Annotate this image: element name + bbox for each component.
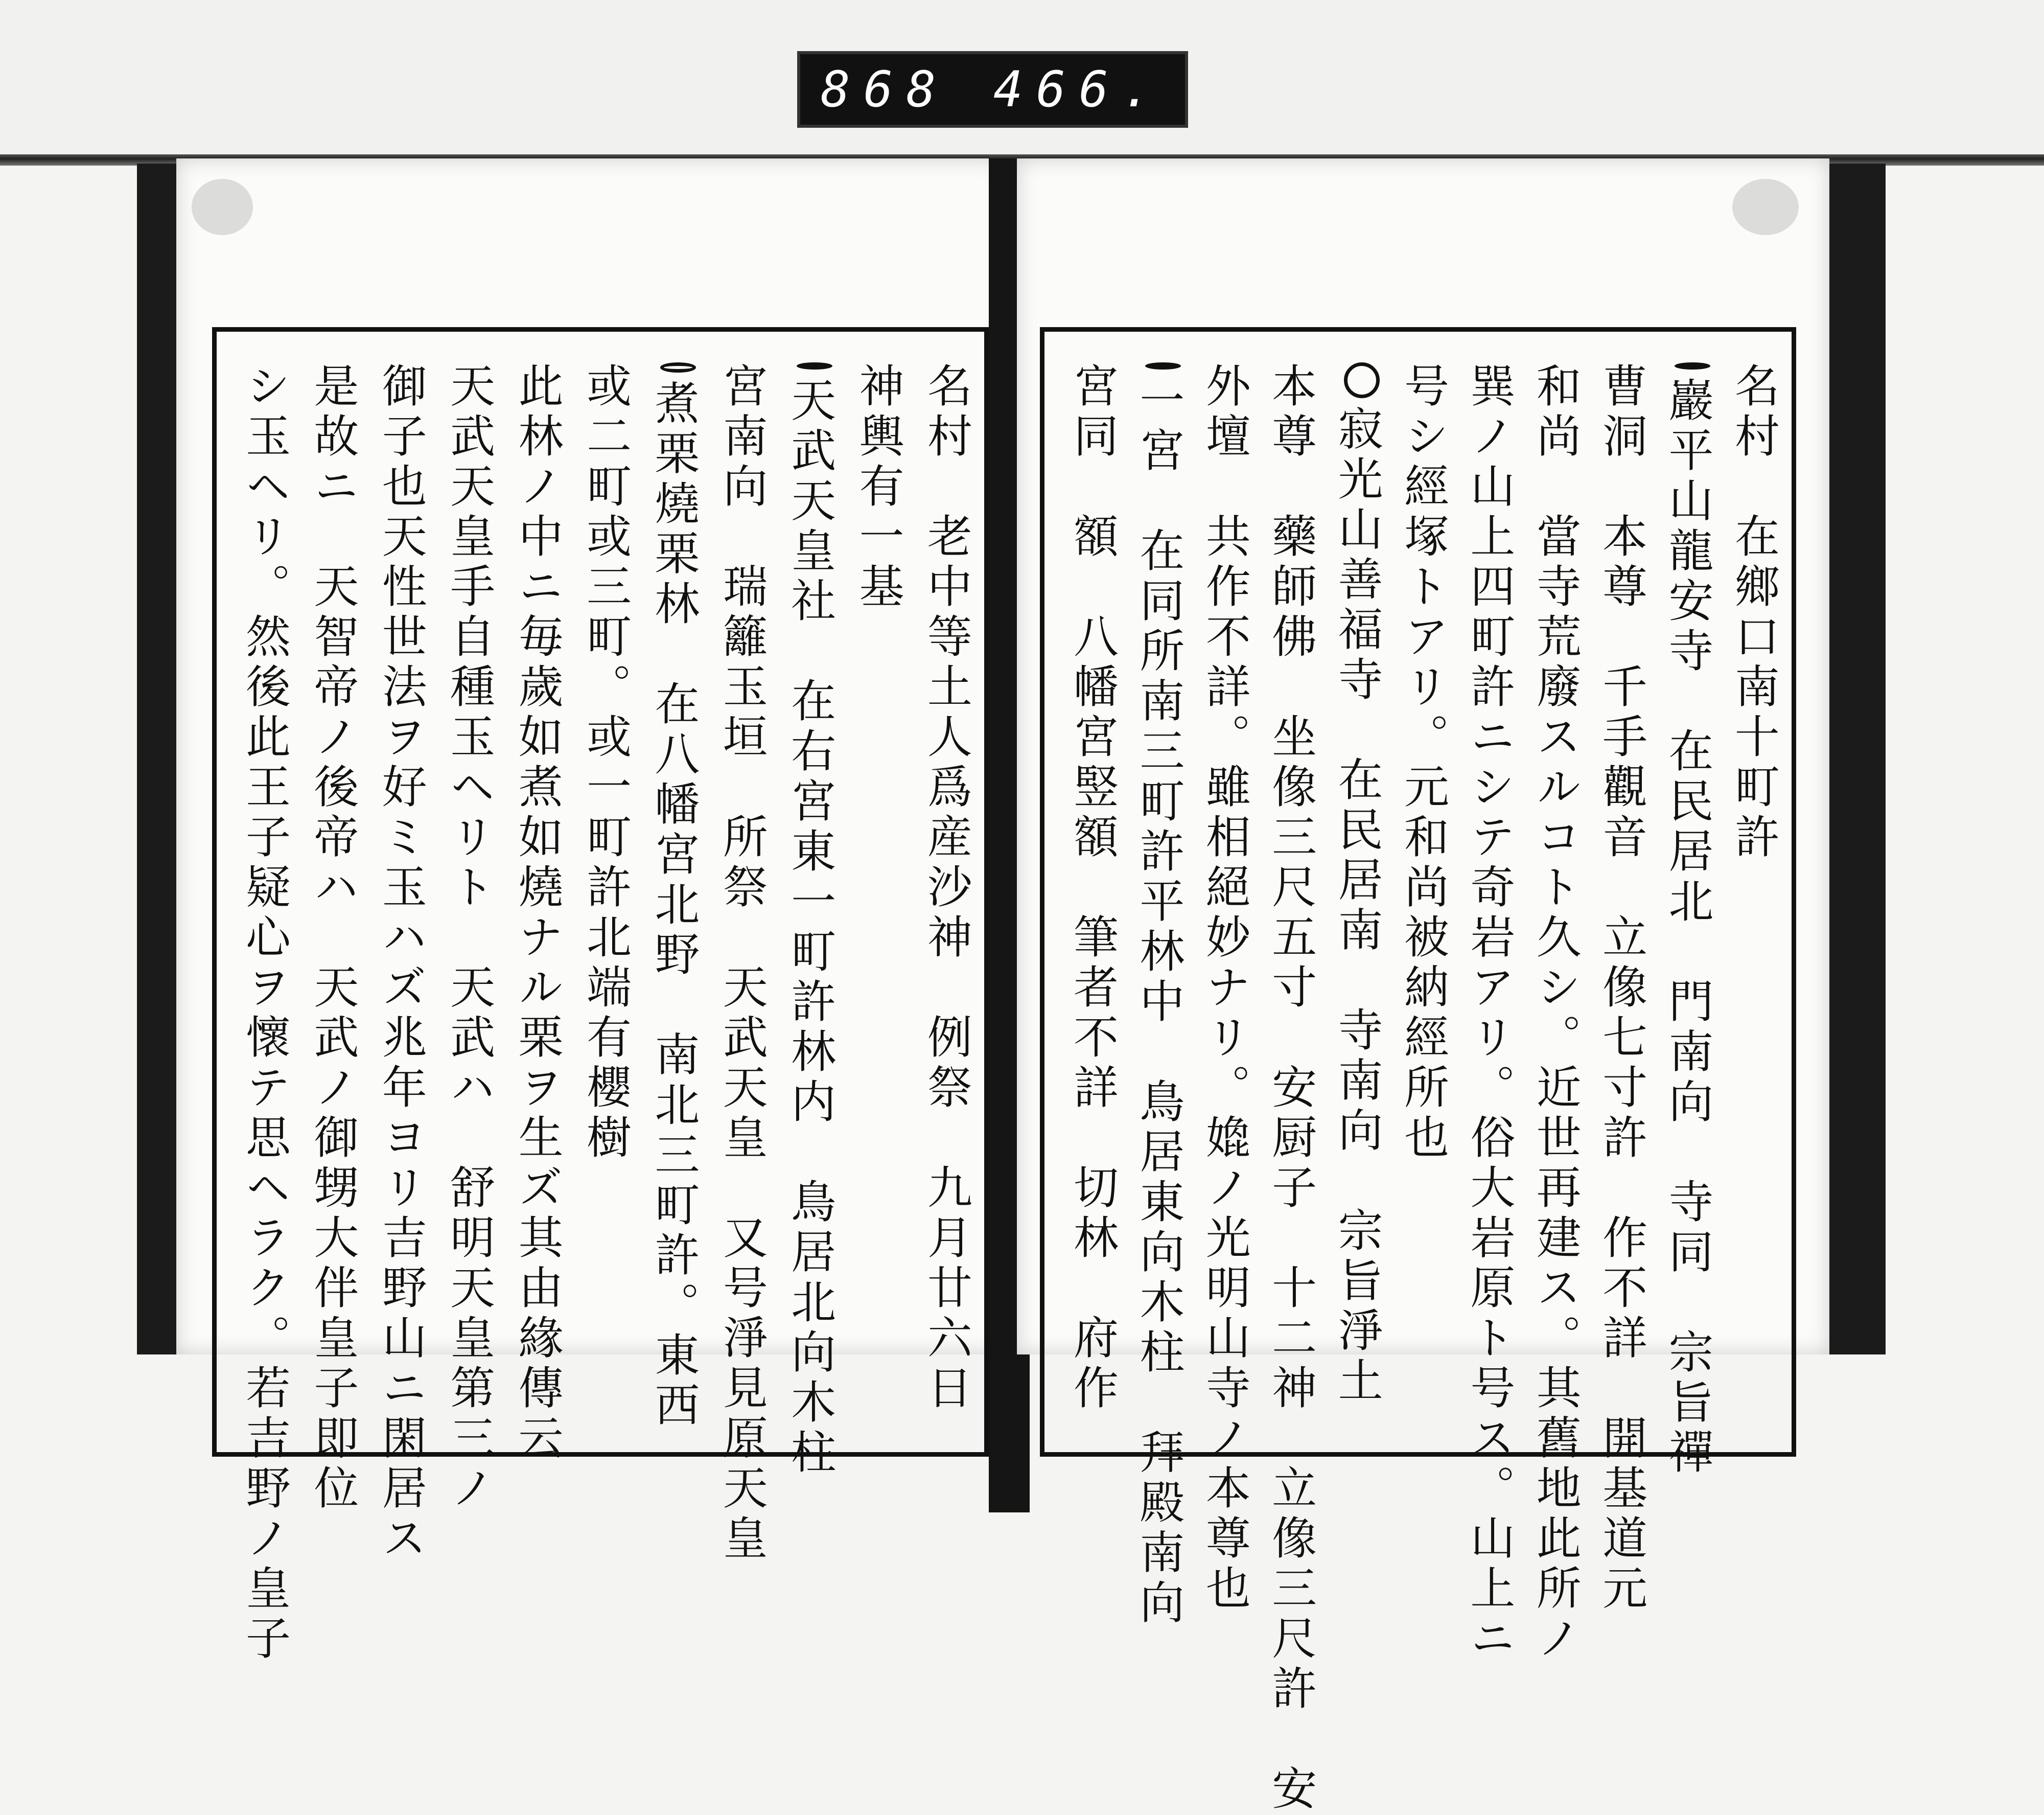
text-column: [709, 362, 769, 1565]
text-column: [368, 362, 428, 1565]
text-column: [1192, 362, 1251, 1615]
column-text: 是故ニ 天智帝ノ後帝ハ 天武ノ御甥大伴皇子即位: [307, 362, 360, 1514]
column-text: 宮南向 瑞籬玉垣 所祭 天武天皇 又号淨見原天皇: [715, 362, 769, 1565]
text-column: [777, 362, 837, 1479]
column-text: 号シ經塚トアリ。元和尚被納經所也: [1397, 362, 1450, 1164]
column-text: 御子也天性世法ヲ好ミ玉ハズ兆年ヨリ吉野山ニ閑居ス: [375, 362, 428, 1565]
entry-circle-icon: [797, 362, 832, 370]
column-text: 天武天皇社 在右宮東一町許林内 鳥居北向木柱: [784, 377, 837, 1479]
column-text: 寂光山善福寺 在民居南 寺南向 宗旨淨土: [1331, 405, 1384, 1407]
entry-circle-icon: [1675, 362, 1710, 370]
column-text: 曹洞 本尊 千手觀音 立像七寸許 作不詳 開基道元: [1595, 362, 1648, 1615]
text-column: [1655, 362, 1714, 1479]
column-text: 此林ノ中ニ毎歲如煮如燒ナル栗ヲ生ズ其由緣傳云: [511, 362, 564, 1464]
text-column: [1456, 362, 1516, 1665]
catalog-number-right: 466.: [993, 61, 1165, 118]
text-column: [914, 362, 973, 1432]
column-text: 一宮 在同所南三町許平林中 鳥居東向木柱 拜殿南向: [1132, 377, 1186, 1629]
column-text: 宮同 額 八幡宮竪額 筆者不詳 切林 府作: [1066, 362, 1119, 1414]
text-column: [641, 362, 701, 1432]
entry-circle-icon: [1344, 362, 1380, 398]
text-column: [1390, 362, 1450, 1432]
column-text: 和尚 當寺荒廢スルコト久シ。近世再建ス。其舊地此所ノ: [1529, 362, 1582, 1665]
column-text: 外壇 共作不詳。雖相絕妙ナリ。嫓ノ光明山寺ノ本尊也: [1198, 362, 1251, 1615]
catalog-number-plate: [797, 51, 1188, 128]
text-column: [436, 362, 496, 1514]
text-column: [1060, 362, 1119, 1432]
text-column: [300, 362, 360, 1514]
catalog-number-left: 868: [821, 61, 949, 118]
entry-circle-icon: [660, 362, 696, 373]
column-text: 巖平山龍安寺 在民居北 門南向 寺同 宗旨禪: [1661, 377, 1714, 1479]
left-page-columns: [232, 362, 973, 1665]
text-column: [1721, 362, 1780, 1432]
column-text: 天武天皇手自種玉ヘリト 天武ハ 舒明天皇第三ノ: [443, 362, 496, 1514]
text-column: [1523, 362, 1582, 1665]
text-column: [1325, 362, 1384, 1432]
column-text: シ玉ヘリ。然後此王子疑心ヲ懷テ思ヘラク。若吉野ノ皇子: [239, 362, 291, 1665]
column-text: 煮栗燒栗林 在八幡宮北野 南北三町許。東西: [647, 380, 701, 1432]
column-text: 神輿有一基: [852, 362, 905, 613]
column-text: 名村 老中等土人爲産沙神 例祭 九月廿六日: [920, 362, 973, 1414]
left-page-text-frame: [212, 327, 989, 1665]
column-text: 本尊 藥師佛 坐像三尺五寸 安厨子 十二神 立像三尺許 安: [1265, 362, 1318, 1815]
entry-circle-icon: [1145, 362, 1181, 370]
column-text: 名村 在鄉口南十町許: [1727, 362, 1780, 863]
text-column: [505, 362, 564, 1464]
text-column: [846, 362, 905, 1432]
page-stain: [192, 179, 253, 235]
left-page: [176, 158, 1004, 1665]
right-page-columns: [1060, 362, 1780, 1815]
text-column: [1258, 362, 1318, 1815]
text-column: [1126, 362, 1186, 1629]
column-text: 巽ノ山上四町許ニシテ奇岩アリ。俗大岩原ト号ス。山上ニ: [1463, 362, 1516, 1665]
right-page-text-frame: [1040, 327, 1796, 1815]
right-page: [1017, 158, 1829, 1815]
text-column: [1589, 362, 1648, 1615]
text-column: [573, 362, 632, 1432]
page-stain: [1732, 179, 1799, 235]
text-column: [232, 362, 291, 1665]
column-text: 或二町或三町。或一町許北端有櫻樹: [579, 362, 632, 1164]
